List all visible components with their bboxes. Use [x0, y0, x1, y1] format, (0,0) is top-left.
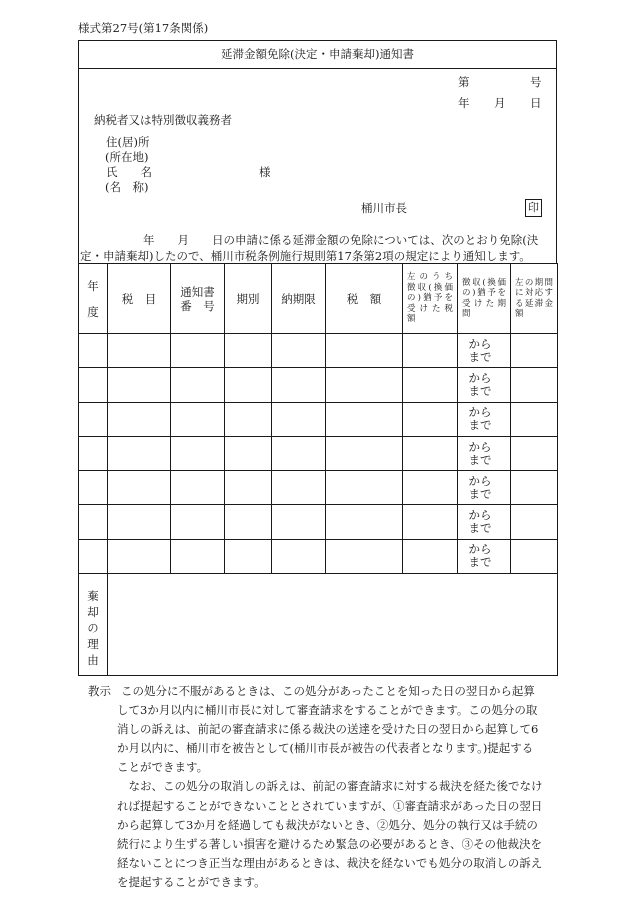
header-deferral-period: 徴収(換価 の)猶予を 受けた期 間 [458, 264, 511, 334]
instruction-line: か月以内に、桶川市を被告として(桶川市長が被告の代表者となります。)提起する [117, 741, 534, 756]
table-row [79, 436, 558, 470]
cell-installment [225, 505, 272, 539]
cell-tax-amount [326, 539, 403, 573]
header-tax-amount: 税 額 [326, 264, 403, 334]
cell-delinquency-charge [511, 436, 558, 470]
cell-due-date [272, 471, 326, 505]
cell-notice-number [171, 402, 225, 436]
period-to-label: まで [468, 486, 492, 501]
instruction-line: この処分に不服があるときは、この処分があったことを知った日の翌日から起算 [121, 684, 535, 698]
instruction-line: なお、この処分の取消しの訴えは、前記の審査請求に対する裁決を経た後でなけ [117, 779, 543, 794]
cell-notice-number [171, 505, 225, 539]
cell-deferral-period [458, 436, 511, 470]
cell-deferred-tax-amount [403, 539, 458, 573]
cell-deferred-tax-amount [403, 471, 458, 505]
instruction-line: して3か月以内に桶川市長に対して審査請求をすることができます。この処分の取 [117, 703, 538, 718]
seal-mark: 印 [525, 199, 542, 217]
period-to-label: まで [468, 349, 492, 364]
notice-line-1: 年 月 日の申請に係る延滞金額の免除については、次のとおり免除(決 [143, 233, 539, 247]
header-notice-number: 通知書 番 号 [171, 264, 225, 334]
cell-installment [225, 402, 272, 436]
table-row [79, 402, 558, 436]
address-label: 住(居)所 [106, 135, 150, 149]
header-installment: 期別 [225, 264, 272, 334]
instruction-line: 消しの訴えは、前記の審査請求に係る裁決の送達を受けた日の翌日から起算して6 [117, 722, 539, 737]
cell-deferral-period [458, 368, 511, 402]
cell-fiscal-year [79, 334, 108, 368]
document-title: 延滞金額免除(決定・申請棄却)通知書 [79, 41, 556, 69]
cell-deferred-tax-amount [403, 505, 458, 539]
cell-notice-number [171, 436, 225, 470]
cell-delinquency-charge [511, 334, 558, 368]
header-due-date: 納期限 [272, 264, 326, 334]
cell-delinquency-charge [511, 539, 558, 573]
cell-notice-number [171, 471, 225, 505]
name-label: 氏 名 [106, 165, 152, 179]
cell-deferral-period [458, 539, 511, 573]
period-to-label: まで [468, 383, 492, 398]
table-header-row [79, 264, 558, 334]
rejection-reason-cell [108, 574, 558, 676]
cell-tax-item [108, 471, 171, 505]
recipient-heading: 納税者又は特別徴収義務者 [94, 113, 232, 127]
cell-deferral-period [458, 334, 511, 368]
instruction-line: 続行により生ずる著しい損害を避けるため緊急の必要があるとき、③その他裁決を [117, 836, 543, 851]
cell-due-date [272, 539, 326, 573]
cell-deferral-period [458, 471, 511, 505]
cell-installment [225, 368, 272, 402]
cell-deferred-tax-amount [403, 436, 458, 470]
cell-deferral-period [458, 505, 511, 539]
cell-due-date [272, 505, 326, 539]
cell-fiscal-year [79, 368, 108, 402]
rejection-reason-label: 棄却の理由 [86, 590, 100, 671]
cell-tax-amount [326, 505, 403, 539]
period-from-label: から [468, 336, 492, 351]
instruction-line: 経ないことにつき正当な理由があるときは、裁決を経ないでも処分の取消しの訴え [117, 855, 543, 870]
form-number: 様式第27号(第17条関係) [78, 21, 209, 35]
cell-tax-item [108, 368, 171, 402]
instruction-line: を提起することができます。 [117, 874, 266, 889]
period-from-label: から [468, 405, 492, 420]
cell-installment [225, 334, 272, 368]
cell-fiscal-year [79, 402, 108, 436]
cell-tax-item [108, 436, 171, 470]
cell-due-date [272, 334, 326, 368]
cell-fiscal-year [79, 436, 108, 470]
header-deferred-tax-amount: 左のうち 徴収(換価 の)猶予を 受けた税 額 [403, 264, 458, 334]
cell-fiscal-year [79, 471, 108, 505]
honorific: 様 [259, 165, 271, 179]
cell-installment [225, 471, 272, 505]
instruction-text [117, 682, 543, 892]
cell-tax-item [108, 334, 171, 368]
period-to-label: まで [468, 418, 492, 433]
cell-delinquency-charge [511, 402, 558, 436]
cell-tax-amount [326, 334, 403, 368]
cell-notice-number [171, 539, 225, 573]
cell-deferral-period [458, 402, 511, 436]
period-from-label: から [468, 542, 492, 557]
period-from-label: から [468, 473, 492, 488]
cell-deferred-tax-amount [403, 368, 458, 402]
cell-tax-item [108, 505, 171, 539]
cell-tax-amount [326, 402, 403, 436]
instruction-line: れば提起することができないこととされていますが、①審査請求があった日の翌日 [117, 798, 543, 813]
instruction-line: ことができます。 [117, 760, 209, 775]
header-fiscal-year: 年 度 [79, 264, 108, 334]
issue-date-day: 日 [530, 96, 542, 110]
period-to-label: まで [468, 452, 492, 467]
exemption-table [78, 263, 558, 676]
header-tax-item: 税 目 [108, 264, 171, 334]
period-to-label: まで [468, 555, 492, 570]
cell-delinquency-charge [511, 368, 558, 402]
cell-due-date [272, 402, 326, 436]
period-from-label: から [468, 508, 492, 523]
instruction-label: 教示 [88, 684, 111, 698]
cell-fiscal-year [79, 539, 108, 573]
period-to-label: まで [468, 521, 492, 536]
cell-tax-item [108, 539, 171, 573]
rejection-reason-row [79, 574, 558, 676]
cell-delinquency-charge [511, 471, 558, 505]
cell-tax-amount [326, 436, 403, 470]
cell-delinquency-charge [511, 505, 558, 539]
notice-header-frame [78, 40, 557, 263]
cell-due-date [272, 436, 326, 470]
cell-deferred-tax-amount [403, 402, 458, 436]
issue-date-year: 年 [458, 96, 470, 110]
name-label-alt: (名 称) [105, 180, 149, 194]
rejection-reason-label-cell [79, 574, 108, 676]
cell-notice-number [171, 368, 225, 402]
cell-due-date [272, 368, 326, 402]
cell-tax-amount [326, 471, 403, 505]
header-delinquency-charge: 左の期間 に対応す る延滞金 額 [511, 264, 558, 334]
issue-date-month: 月 [494, 96, 506, 110]
instruction-line: から起算して3か月を経過しても裁決がないとき、②処分、処分の執行又は手続の [117, 817, 538, 832]
period-from-label: から [468, 439, 492, 454]
cell-installment [225, 436, 272, 470]
cell-fiscal-year [79, 505, 108, 539]
table-row [79, 539, 558, 573]
doc-number-suffix: 号 [530, 75, 542, 89]
cell-notice-number [171, 334, 225, 368]
issuer-name: 桶川市長 [361, 201, 407, 215]
table-row [79, 471, 558, 505]
table-row [79, 368, 558, 402]
notice-line-2: 定・申請棄却)したので、桶川市税条例施行規則第17条第2項の規定により通知します。 [80, 249, 531, 263]
cell-installment [225, 539, 272, 573]
cell-deferred-tax-amount [403, 334, 458, 368]
cell-tax-item [108, 402, 171, 436]
address-label-alt: (所在地) [105, 150, 149, 164]
cell-tax-amount [326, 368, 403, 402]
period-from-label: から [468, 370, 492, 385]
table-row [79, 334, 558, 368]
doc-number-prefix: 第 [458, 75, 470, 89]
table-row [79, 505, 558, 539]
